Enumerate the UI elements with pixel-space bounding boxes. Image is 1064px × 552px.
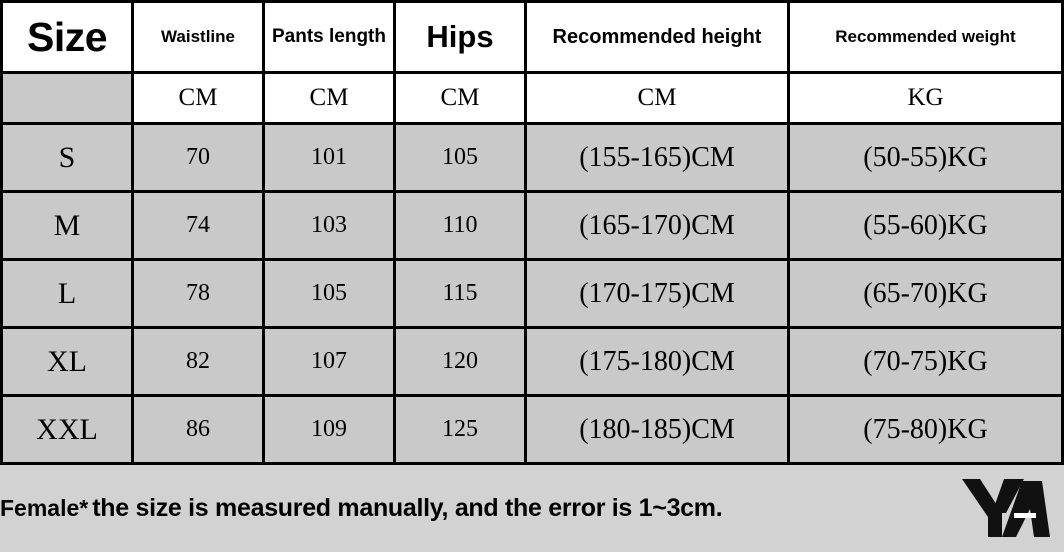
brand-logo-icon: [958, 473, 1050, 543]
cell-height: (165-170)CM: [526, 192, 789, 260]
cell-hips: 120: [395, 328, 526, 396]
unit-cell-size: [2, 73, 133, 124]
table-header-row: [2, 2, 1063, 73]
cell-height: (170-175)CM: [526, 260, 789, 328]
footer-measure-note: the size is measured manually, and the error is 1~3cm.: [92, 494, 723, 522]
cell-size: XL: [2, 328, 133, 396]
cell-pants-length: 103: [264, 192, 395, 260]
footer-note: [0, 465, 1064, 552]
cell-weight: (50-55)KG: [789, 124, 1063, 192]
cell-height: (180-185)CM: [526, 396, 789, 464]
cell-waistline: 78: [133, 260, 264, 328]
unit-cell-height: CM: [526, 73, 789, 124]
cell-weight: (55-60)KG: [789, 192, 1063, 260]
cell-pants-length: 101: [264, 124, 395, 192]
cell-hips: 115: [395, 260, 526, 328]
cell-waistline: 74: [133, 192, 264, 260]
cell-pants-length: 105: [264, 260, 395, 328]
table-row: [2, 260, 1063, 328]
cell-hips: 110: [395, 192, 526, 260]
cell-pants-length: 109: [264, 396, 395, 464]
unit-cell-pants-length: CM: [264, 73, 395, 124]
cell-weight: (70-75)KG: [789, 328, 1063, 396]
cell-pants-length: 107: [264, 328, 395, 396]
cell-waistline: 86: [133, 396, 264, 464]
column-header-hips: Hips: [395, 2, 526, 73]
table-row: [2, 328, 1063, 396]
cell-height: (175-180)CM: [526, 328, 789, 396]
table-row: [2, 124, 1063, 192]
footer-female-label: Female*: [0, 495, 89, 521]
unit-cell-weight: KG: [789, 73, 1063, 124]
cell-waistline: 70: [133, 124, 264, 192]
column-header-pants-length: Pants length: [264, 2, 395, 73]
column-header-recommended-height: Recommended height: [526, 2, 789, 73]
cell-size: M: [2, 192, 133, 260]
column-header-recommended-weight: Recommended weight: [789, 2, 1063, 73]
cell-hips: 105: [395, 124, 526, 192]
cell-size: XXL: [2, 396, 133, 464]
cell-weight: (65-70)KG: [789, 260, 1063, 328]
cell-waistline: 82: [133, 328, 264, 396]
cell-weight: (75-80)KG: [789, 396, 1063, 464]
table-row: [2, 192, 1063, 260]
column-header-waistline: Waistline: [133, 2, 264, 73]
column-header-size: Size: [2, 2, 133, 73]
unit-cell-waistline: CM: [133, 73, 264, 124]
table-row: [2, 396, 1063, 464]
cell-hips: 125: [395, 396, 526, 464]
cell-size: S: [2, 124, 133, 192]
cell-height: (155-165)CM: [526, 124, 789, 192]
cell-size: L: [2, 260, 133, 328]
table-unit-row: [2, 73, 1063, 124]
unit-cell-hips: CM: [395, 73, 526, 124]
